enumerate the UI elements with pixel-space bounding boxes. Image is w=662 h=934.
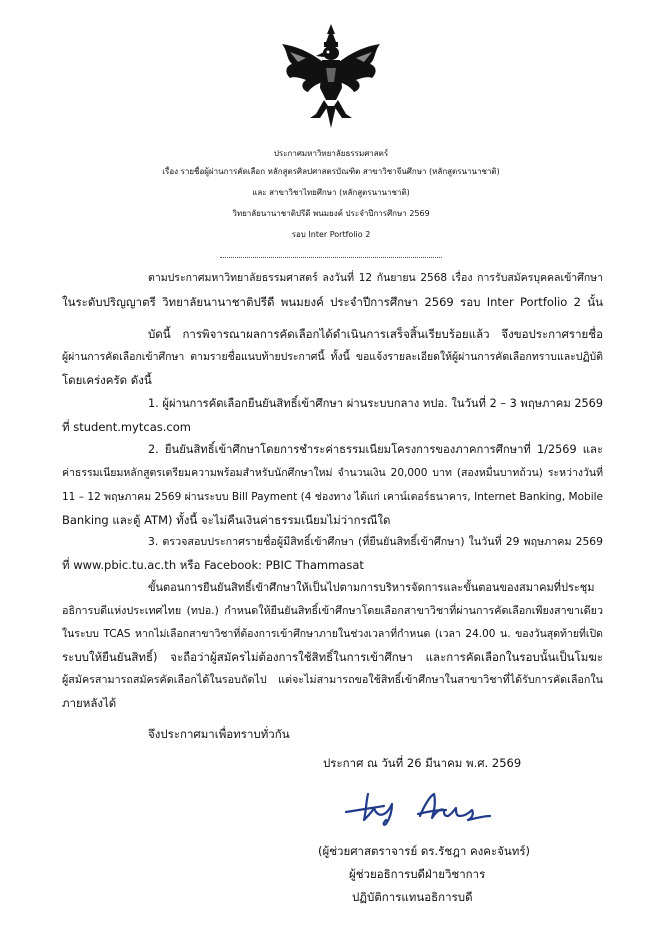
dotted-divider <box>220 256 442 258</box>
para3-line3: ในระบบ TCAS หากไม่เลือกสาขาวิชาที่ต้องการเข้าศึกษาภายในช่วงเวลาที่กำหนด (เวลา 24.00 น. ของวันสุดท้ายที่เปิด <box>62 628 603 640</box>
item2-line2: ค่าธรรมเนียมหลักสูตรเตรียมความพร้อมสำหรับนักศึกษาใหม่ จำนวนเงิน 20,000 บาท (สองหมื่นบาทถ้วน) ระหว่างวันที่ <box>62 467 603 479</box>
item2-line4: Banking และตู้ ATM) ทั้งนี้ จะไม่คืนเงินค่าธรรมเนียมไม่ว่ากรณีใด <box>62 513 391 527</box>
item2-line3: 11 – 12 พฤษภาคม 2569 ผ่านระบบ Bill Payment (4 ช่องทาง ได้แก่ เคาน์เตอร์ธนาคาร, Internet Banking, Mobile <box>62 491 603 503</box>
announcement-title: ประกาศมหาวิทยาลัยธรรมศาสตร์ <box>273 149 389 158</box>
item3-line1: 3. ตรวจสอบประกาศรายชื่อผู้มีสิทธิ์เข้าศึกษา (ที่ยืนยันสิทธิ์เข้าศึกษา) ในวันที่ 29 พฤษภาคม 2569 <box>148 535 603 548</box>
para2-line1: บัดนี้ การพิจารณาผลการคัดเลือกได้ดำเนินการเสร็จสิ้นเรียบร้อยแล้ว จึงขอประกาศรายชื่อ <box>148 327 603 341</box>
garuda-emblem-icon <box>276 22 386 130</box>
para3-line2: อธิการบดีแห่งประเทศไทย (ทปอ.) กำหนดให้ยืนยันสิทธิ์เข้าศึกษาโดยเลือกสาขาวิชาที่ผ่านการคัดเลือกเพียงสาขาเดียว <box>62 604 603 617</box>
item1-line2: ที่ student.mytcas.com <box>62 420 191 434</box>
announcement-subject: เรื่อง รายชื่อผู้ผ่านการคัดเลือก หลักสูตรศิลปศาสตรบัณฑิต สาขาวิชาจีนศึกษา (หลักสูตรนานาชาติ) <box>162 167 500 176</box>
signer-acting-title: ปฏิบัติการแทนอธิการบดี <box>352 890 473 904</box>
para3-line6: ภายหลังได้ <box>62 696 117 710</box>
announcement-date: ประกาศ ณ วันที่ 26 มีนาคม พ.ศ. 2569 <box>323 756 522 770</box>
para3-line1: ขั้นตอนการยืนยันสิทธิ์เข้าศึกษาให้เป็นไปตามการบริหารจัดการและขั้นตอนของสมาคมที่ประชุม <box>148 581 595 594</box>
para2-line2: ผู้ผ่านการคัดเลือกเข้าศึกษา ตามรายชื่อแนบท้ายประกาศนี้ ทั้งนี้ ขอแจ้งรายละเอียดให้ผู้ผ่านการคัดเลือกทราบและปฏิบัติ <box>62 351 603 363</box>
para3-line5: ผู้สมัครสามารถสมัครคัดเลือกได้ในรอบถัดไป แต่จะไม่สามารถขอใช้สิทธิ์เข้าศึกษาในสาขาวิชาที่ได้รับการคัดเลือกใน <box>62 673 603 686</box>
college-year-line: วิทยาลัยนานาชาติปรีดี พนมยงค์ ประจำปีการศึกษา 2569 <box>232 209 430 218</box>
closing-line: จึงประกาศมาเพื่อทราบทั่วกัน <box>148 727 290 741</box>
signer-name: (ผู้ช่วยศาสตราจารย์ ดร.รัชฎา คงคะจันทร์) <box>318 844 531 858</box>
para3-line4: ระบบให้ยืนยันสิทธิ์) จะถือว่าผู้สมัครไม่ต้องการใช้สิทธิ์ในการเข้าศึกษา และการคัดเลือกในรอบนั้นเป็นโมฆะ <box>62 650 603 664</box>
round-line: รอบ Inter Portfolio 2 <box>291 230 371 239</box>
para1-line1: ตามประกาศมหาวิทยาลัยธรรมศาสตร์ ลงวันที่ 12 กันยายน 2568 เรื่อง การรับสมัครบุคคลเข้าศึกษา <box>148 272 603 284</box>
item3-line2: ที่ www.pbic.tu.ac.th หรือ Facebook: PBIC Thammasat <box>62 558 364 572</box>
signer-title: ผู้ช่วยอธิการบดีฝ่ายวิชาการ <box>349 867 486 881</box>
announcement-subject-cont: และ สาขาวิชาไทยศึกษา (หลักสูตรนานาชาติ) <box>252 188 410 197</box>
item1-line1: 1. ผู้ผ่านการคัดเลือกยืนยันสิทธิ์เข้าศึกษา ผ่านระบบกลาง ทปอ. ในวันที่ 2 – 3 พฤษภาคม 2569 <box>148 397 603 410</box>
signature-icon <box>338 786 498 830</box>
para1-line2: ในระดับปริญญาตรี วิทยาลัยนานาชาติปรีดี พนมยงค์ ประจำปีการศึกษา 2569 รอบ Inter Portfolio 2 นั้น <box>62 295 603 309</box>
item2-line1: 2. ยืนยันสิทธิ์เข้าศึกษาโดยการชำระค่าธรรมเนียมโครงการของภาคการศึกษาที่ 1/2569 และ <box>148 443 603 456</box>
para2-line3: โดยเคร่งครัด ดังนี้ <box>62 373 152 387</box>
